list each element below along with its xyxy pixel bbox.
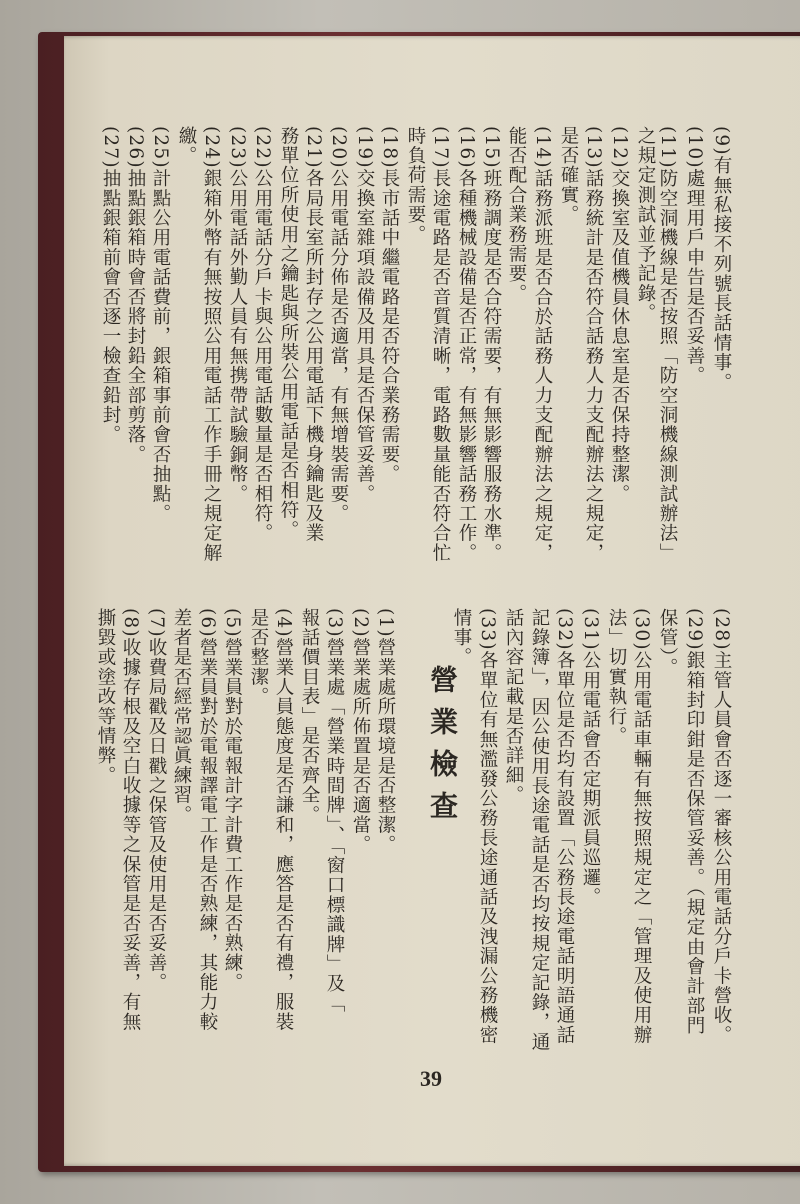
text-column: (5)營業員對於電報計字計費工作是否熟練。 (222, 608, 243, 993)
text-column: (9)有無私接不列號長話情事。 (711, 126, 732, 393)
text-column: (22)公用電話分戶卡與公用電話數量是否相符。 (252, 126, 273, 544)
text-column: (24)銀箱外幣有無按照公用電話工作手冊之規定解 (201, 126, 222, 563)
text-column: 話內容記載是否詳細。 (503, 608, 524, 805)
text-column: 撕毀或塗改等情弊。 (95, 608, 116, 786)
text-column: (17)長途電路是否音質清晰，電路數量能否符合忙 (430, 126, 451, 563)
text-column: (1)營業處所環境是否整潔。 (375, 608, 396, 855)
text-column: (26)抽點銀箱時會否將封鉛全部剪落。 (125, 126, 146, 465)
page-number: 39 (420, 1066, 442, 1091)
text-column: (21)各局長室所封存之公用電話下機身鑰匙及業 (303, 126, 324, 544)
text-column: (7)收費局戳及日戳之保管及使用是否妥善。 (146, 608, 167, 993)
text-column: 是否整潔。 (248, 608, 269, 707)
text-column: 記錄簿」，因公使用長途電話是否均按規定記錄，通 (529, 608, 550, 1052)
text-column: (13)話務統計是否符合話務人力支配辦法之規定， (583, 126, 604, 563)
text-column: (14)話務派班是否合於話務人力支配辦法之規定， (532, 126, 553, 563)
text-column: (25)計點公用電話費前，銀箱事前會否抽點。 (150, 126, 171, 524)
text-column: (15)班務調度是否合符需要，有無影響服務水準。 (481, 126, 502, 563)
text-column: (27)抽點銀箱前會否逐一檢查鉛封。 (100, 126, 121, 445)
text-column: (23)公用電話外勤人員有無携帶試驗銅幣。 (227, 126, 248, 504)
text-column: 法」切實執行。 (606, 608, 627, 746)
text-column: (4)營業人員態度是否謙和，應答是否有禮，服裝 (273, 608, 294, 1032)
text-column: 報話價目表」是否齊全。 (299, 608, 320, 825)
text-column: 務單位所使用之鑰匙與所裝公用電話是否相符。 (278, 126, 299, 540)
text-column: (18)長市話中繼電路是否符合業務需要。 (379, 126, 400, 484)
section-heading: 營業檢查 (426, 665, 459, 833)
text-column: (20)公用電話分佈是否適當，有無增裝需要。 (328, 126, 349, 524)
text-column: 繳。 (176, 126, 197, 166)
text-column: (3)營業處「營業時間牌」、「窗口標識牌」及「 (324, 608, 345, 1014)
text-column: 差者是否經常認眞練習。 (171, 608, 192, 825)
text-column: 時負荷需要。 (405, 126, 426, 245)
text-column: (2)營業處所佈置是否適當。 (350, 608, 371, 855)
text-column: (33)各單位有無濫發公務長途通話及洩漏公務機密 (477, 608, 498, 1045)
text-column: 之規定測試並予記錄。 (635, 126, 656, 323)
text-column: (10)處理用戶申告是否妥善。 (684, 126, 705, 386)
text-column: 保管）。 (657, 608, 678, 678)
text-column: (6)營業員對於電報譯電工作是否熟練，其能力較 (197, 608, 218, 1032)
text-column: (11)防空洞機線是否按照「防空洞機線測試辦法」 (657, 126, 678, 563)
text-column: (30)公用電話車輛有無按照規定之「管理及使用辦 (631, 608, 652, 1045)
text-column: (32)各單位是否均有設置「公務長途電話明語通話 (554, 608, 575, 1045)
text-column: (19)交換室雜項設備及用具是否保管妥善。 (354, 126, 375, 504)
text-column: (29)銀箱封印鉗是否保管妥善。（規定由會計部門 (684, 608, 705, 1036)
text-column: 情事。 (451, 608, 472, 668)
text-column: (8)收據存根及空白收據等之保管是否妥善，有無 (120, 608, 141, 1032)
text-column: (31)公用電話會否定期派員巡邏。 (580, 608, 601, 907)
text-column: (28)主管人員會否逐一審核公用電話分戶卡營收。 (711, 608, 732, 1045)
text-column: (16)各種機械設備是否正常，有無影響話務工作。 (456, 126, 477, 563)
text-column: 是否確實。 (558, 126, 579, 225)
text-column: 能否配合業務需要。 (506, 126, 527, 304)
text-column: (12)交換室及值機員休息室是否保持整潔。 (609, 126, 630, 504)
